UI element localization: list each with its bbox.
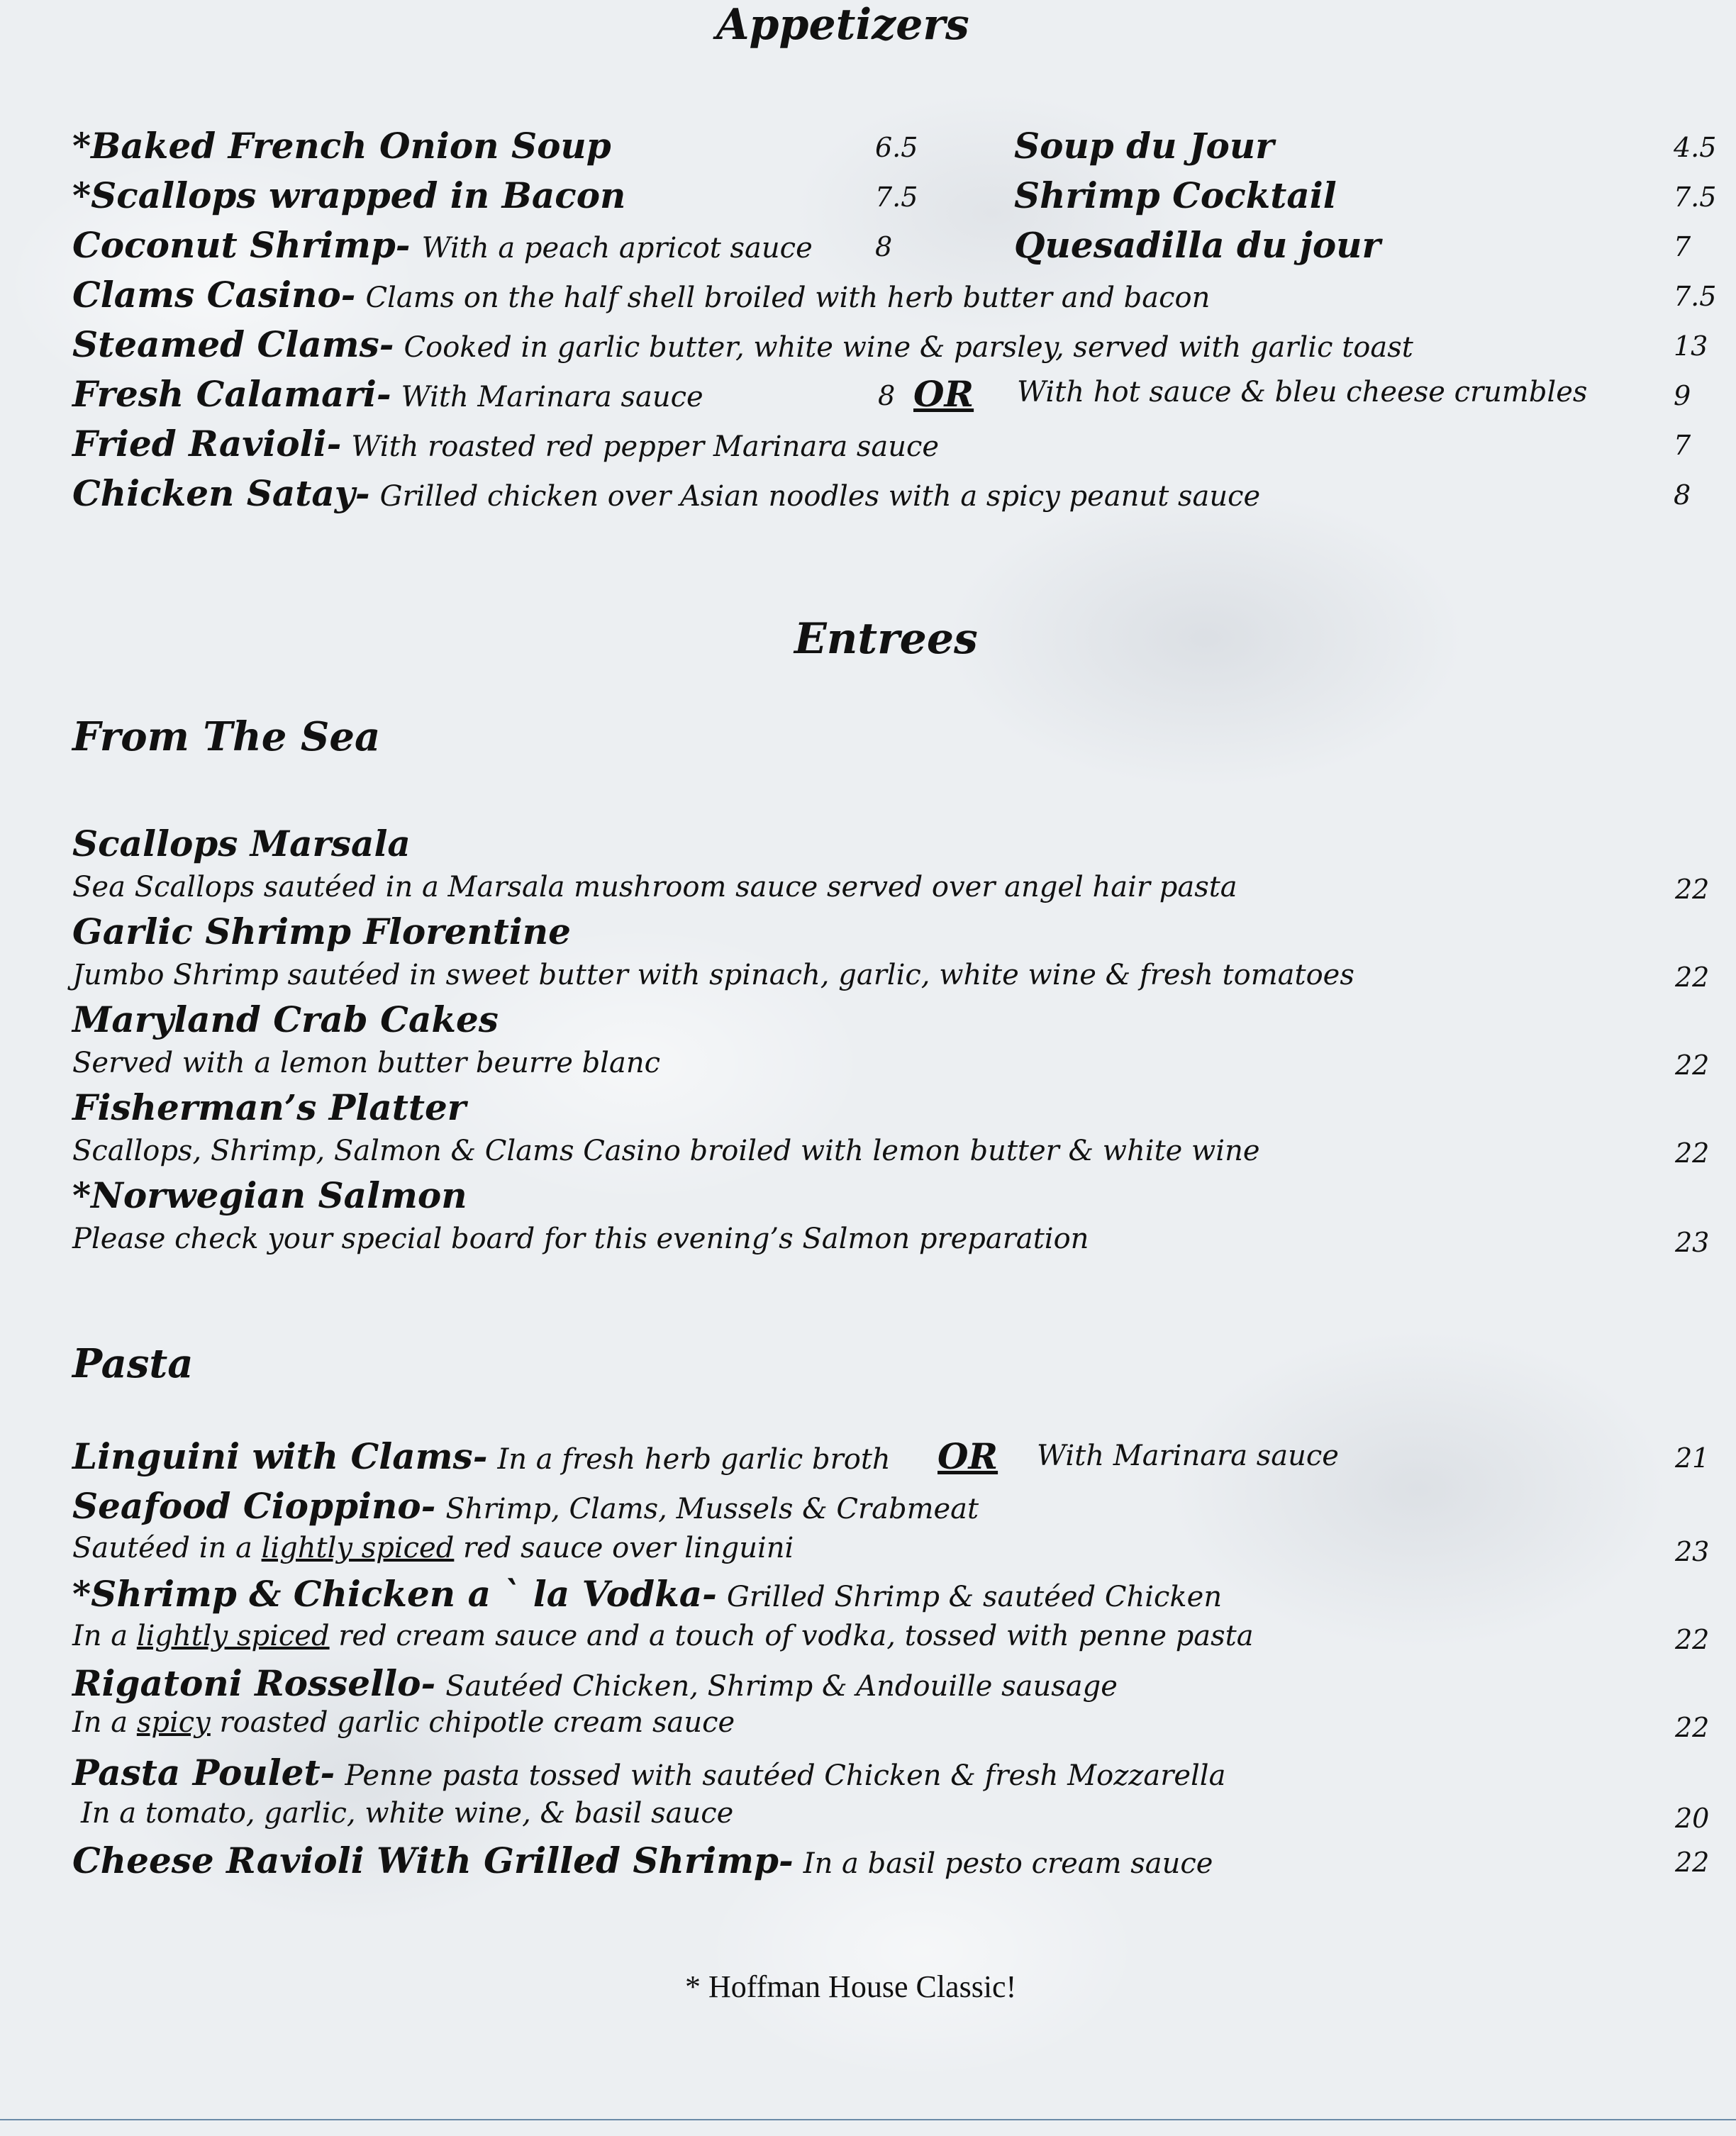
- menu-item-desc: With a peach apricot sauce: [421, 232, 813, 265]
- menu-item-desc: Jumbo Shrimp sautéed in sweet butter with spinach, garlic, white wine & fresh tomatoes: [72, 959, 1354, 991]
- menu-item-price: 23: [1675, 1536, 1710, 1567]
- menu-item-price: 22: [1675, 1624, 1710, 1655]
- menu-item-desc: Served with a lemon butter beurre blanc: [72, 1047, 660, 1079]
- menu-item-name: Rigatoni Rossello-: [72, 1662, 436, 1704]
- menu-item-price: 23: [1675, 1227, 1710, 1258]
- desc-text: In a: [72, 1706, 137, 1739]
- menu-item-price: 13: [1674, 330, 1708, 362]
- menu-item-price: 7.5: [1674, 281, 1717, 312]
- menu-item-price: 8: [878, 380, 896, 411]
- menu-item: [72, 472, 1260, 514]
- menu-item-desc: Grilled Shrimp & sautéed Chicken: [726, 1581, 1223, 1613]
- menu-item-price: 7.5: [1674, 182, 1717, 213]
- menu-item-name: *Baked French Onion Soup: [72, 125, 611, 167]
- menu-item-desc: With hot sauce & bleu cheese crumbles: [1017, 376, 1588, 408]
- appetizers-heading: Appetizers: [716, 0, 969, 50]
- menu-item-name: Clams Casino-: [72, 274, 356, 316]
- menu-item-desc-line2: [72, 1620, 1254, 1652]
- desc-text: red sauce over linguini: [454, 1532, 794, 1564]
- desc-emphasis: lightly spiced: [261, 1532, 455, 1564]
- menu-item-desc: In a fresh herb garlic broth: [497, 1443, 891, 1476]
- menu-item-price: 21: [1675, 1442, 1710, 1474]
- menu-item-name: Scallops Marsala: [72, 823, 411, 864]
- desc-text: roasted garlic chipotle cream sauce: [210, 1706, 735, 1739]
- menu-item-name: Fisherman’s Platter: [72, 1086, 467, 1128]
- menu-item-desc: Penne pasta tossed with sautéed Chicken & fresh Mozzarella: [345, 1759, 1226, 1792]
- menu-item: [72, 1435, 891, 1477]
- menu-item-desc: Scallops, Shrimp, Salmon & Clams Casino broiled with lemon butter & white wine: [72, 1135, 1260, 1167]
- desc-text: In a: [72, 1620, 137, 1652]
- menu-item-desc: Sautéed Chicken, Shrimp & Andouille sausage: [445, 1670, 1118, 1703]
- menu-item-desc: Please check your special board for this evening’s Salmon preparation: [72, 1223, 1089, 1255]
- menu-item-name: Quesadilla du jour: [1014, 224, 1381, 266]
- menu-item-price: 8: [1674, 479, 1691, 511]
- menu-item-price: 6.5: [875, 132, 918, 163]
- menu-item-desc: With roasted red pepper Marinara sauce: [351, 430, 940, 463]
- menu-item-desc-line2: In a tomato, garlic, white wine, & basil sauce: [81, 1797, 734, 1830]
- pasta-heading: Pasta: [72, 1340, 194, 1387]
- desc-emphasis: spicy: [136, 1706, 211, 1739]
- menu-item-price: 22: [1675, 1712, 1710, 1743]
- menu-item-desc: Grilled chicken over Asian noodles with a spicy peanut sauce: [379, 480, 1261, 513]
- menu-item: [72, 423, 939, 465]
- menu-item-desc: With Marinara sauce: [1037, 1440, 1339, 1472]
- menu-item: [72, 274, 1210, 316]
- menu-item-name: Cheese Ravioli With Grilled Shrimp-: [72, 1840, 794, 1881]
- menu-item-price: 8: [875, 231, 893, 262]
- menu-item-price: 7: [1674, 430, 1691, 461]
- from-the-sea-heading: From The Sea: [72, 713, 381, 760]
- desc-emphasis: lightly spiced: [136, 1620, 330, 1652]
- desc-text: red cream sauce and a touch of vodka, tossed with penne pasta: [329, 1620, 1254, 1652]
- menu-item-name: Maryland Crab Cakes: [72, 999, 499, 1040]
- menu-item-price: 22: [1675, 874, 1710, 905]
- menu-item-name: *Scallops wrapped in Bacon: [72, 174, 626, 216]
- menu-item-price: 7.5: [875, 182, 918, 213]
- menu-item-name: Garlic Shrimp Florentine: [72, 911, 571, 952]
- menu-item-price: 22: [1675, 1050, 1710, 1081]
- menu-item: [72, 1662, 1118, 1704]
- menu-item-name: Steamed Clams-: [72, 323, 394, 365]
- footer-note: * Hoffman House Classic!: [685, 1969, 1017, 2004]
- bottom-rule: [0, 2119, 1736, 2120]
- menu-item-price: 22: [1675, 1847, 1710, 1878]
- entrees-heading: Entrees: [794, 614, 978, 664]
- menu-item-name: Shrimp Cocktail: [1014, 174, 1337, 216]
- menu-item-desc: Clams on the half shell broiled with herb butter and bacon: [365, 282, 1211, 314]
- desc-text: Sautéed in a: [72, 1532, 262, 1564]
- or-separator: OR: [937, 1435, 998, 1477]
- menu-item-name: Fried Ravioli-: [72, 423, 342, 465]
- or-separator: OR: [913, 373, 974, 415]
- menu-item-name: *Shrimp & Chicken a ` la Vodka-: [72, 1573, 717, 1615]
- menu-item-name: Coconut Shrimp-: [72, 224, 411, 266]
- menu-item-name: Fresh Calamari-: [72, 373, 391, 415]
- menu-item: [72, 1752, 1225, 1793]
- menu-item: [72, 373, 703, 415]
- menu-item-price: 22: [1675, 1137, 1710, 1169]
- menu-item-desc-line2: [72, 1532, 794, 1564]
- menu-item: [72, 323, 1413, 365]
- menu-item-desc-line2: [72, 1706, 735, 1739]
- menu-item-price: 9: [1674, 380, 1691, 411]
- menu-item-name: Soup du Jour: [1014, 125, 1274, 167]
- menu-item-name: Pasta Poulet-: [72, 1752, 335, 1793]
- menu-item: [72, 224, 813, 266]
- menu-item-name: Linguini with Clams-: [72, 1435, 488, 1477]
- menu-item-name: Seafood Cioppino-: [72, 1485, 436, 1527]
- menu-item-name: Chicken Satay-: [72, 472, 370, 514]
- menu-item-desc: Sea Scallops sautéed in a Marsala mushroom sauce served over angel hair pasta: [72, 871, 1237, 903]
- menu-item-price: 4.5: [1674, 132, 1717, 163]
- menu-item-price: 22: [1675, 962, 1710, 993]
- menu-item-desc: In a basil pesto cream sauce: [803, 1847, 1213, 1880]
- menu-item-name: *Norwegian Salmon: [72, 1174, 467, 1216]
- menu-item: [72, 1840, 1213, 1881]
- menu-item-desc: Cooked in garlic butter, white wine & parsley, served with garlic toast: [404, 331, 1413, 364]
- menu-item-desc: Shrimp, Clams, Mussels & Crabmeat: [445, 1493, 979, 1525]
- menu-item: [72, 1485, 979, 1527]
- menu-item-price: 20: [1675, 1803, 1710, 1834]
- menu-item: [72, 1573, 1222, 1615]
- menu-item-desc: With Marinara sauce: [401, 381, 703, 413]
- menu-item-price: 7: [1674, 231, 1691, 262]
